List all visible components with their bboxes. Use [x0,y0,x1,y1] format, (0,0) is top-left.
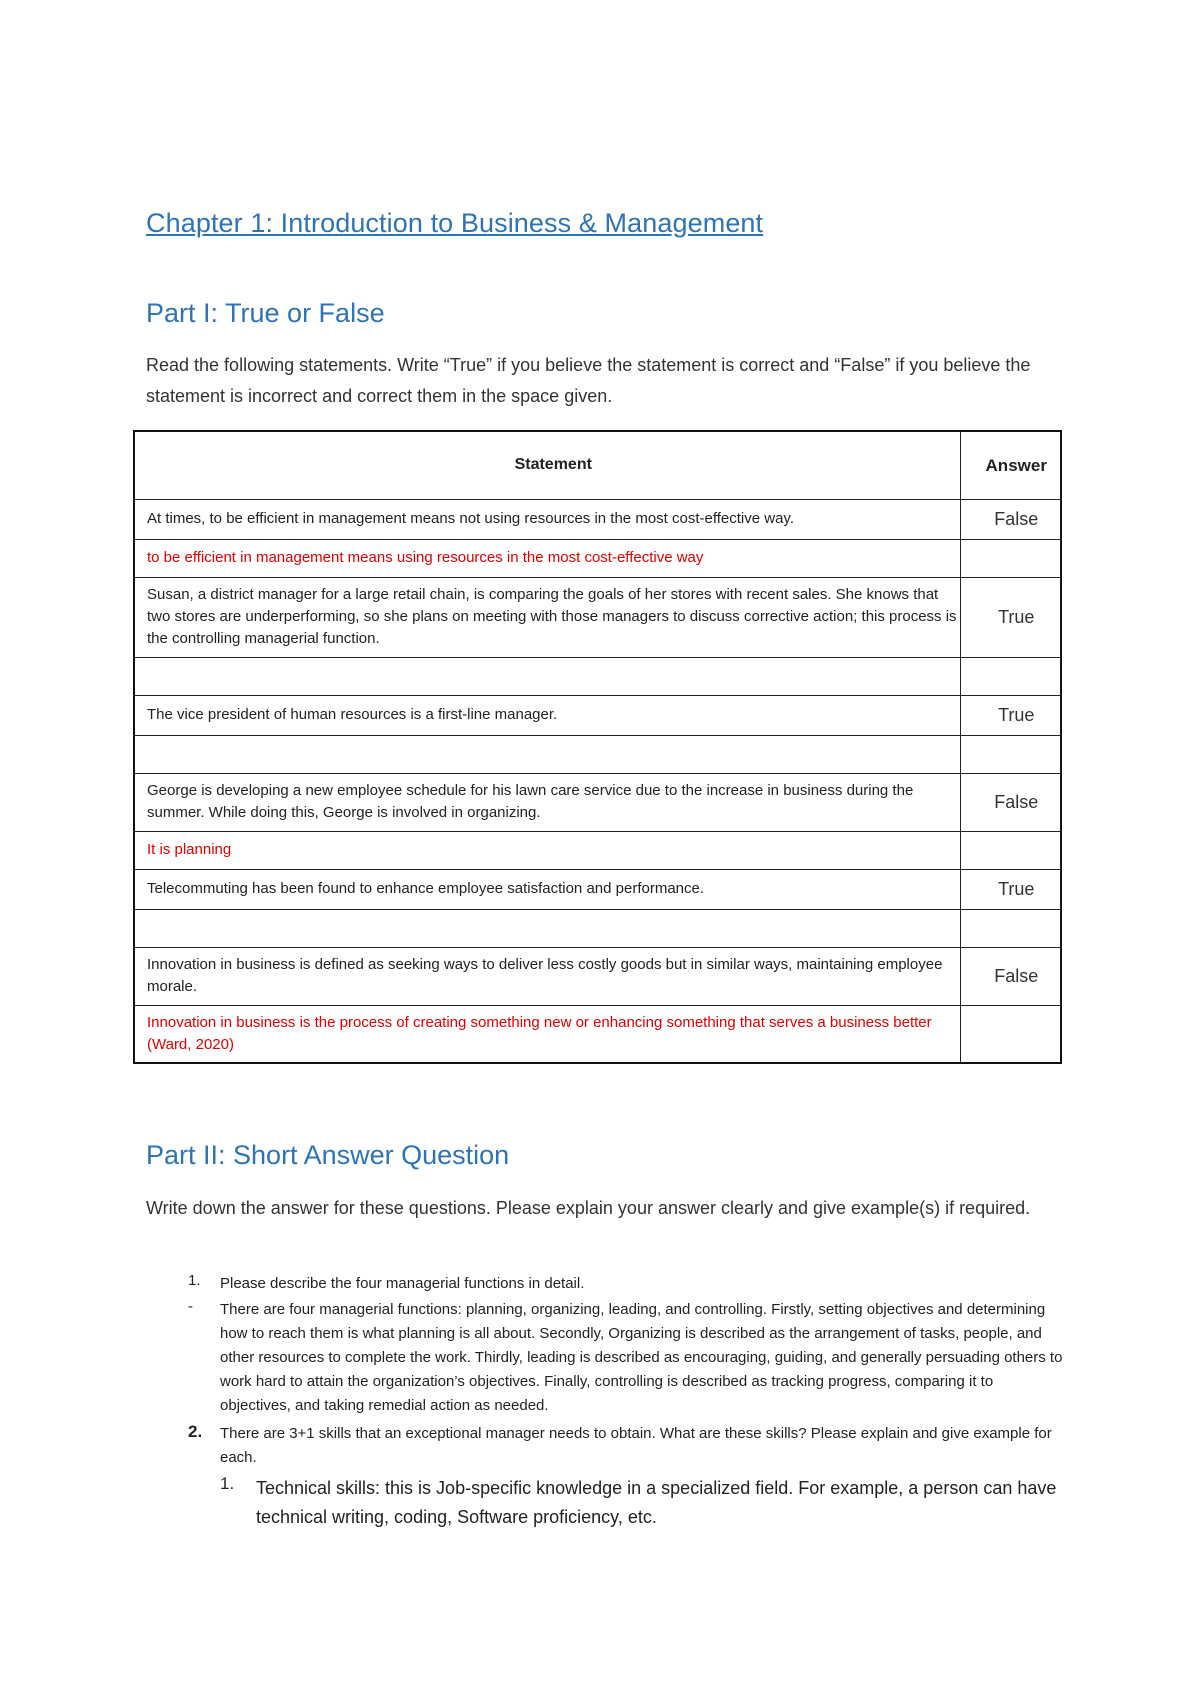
sub-answer-text: Technical skills: this is Job-specific knowledge in a specialized field. For example, a person can have technical writing, coding, Software proficiency, etc. [256,1478,1057,1527]
question-number: 2. [188,1422,203,1441]
answer-cell[interactable]: True [960,695,1061,735]
table-row [134,577,1061,657]
sub-answer-1 [146,1474,1066,1532]
part2-title: Part II: Short Answer Question [146,1140,510,1170]
table-row [134,657,1061,695]
table-row [134,773,1061,831]
answer-cell[interactable]: True [960,869,1061,909]
question-text: There are 3+1 skills that an exceptional manager needs to obtain. What are these skills? Please explain and give example for each. [220,1425,1052,1466]
question-2 [146,1422,1066,1470]
true-false-table [133,430,1062,1064]
sub-answer-number: 1. [220,1474,235,1493]
answer-cell[interactable]: False [960,947,1061,1005]
correction-cell[interactable]: It is planning [134,831,960,869]
statement-cell: Innovation in business is defined as seeking ways to deliver less costly goods but in similar ways, maintaining employee morale. [134,947,960,1005]
question-text: Please describe the four managerial functions in detail. [220,1275,585,1292]
part2-intro: Write down the answer for these questions. Please explain your answer clearly and give example(s) if required. [146,1198,1031,1218]
correction-cell[interactable] [134,657,960,695]
statement-cell: Telecommuting has been found to enhance employee satisfaction and performance. [134,869,960,909]
answer-cell[interactable] [960,657,1061,695]
answer-cell[interactable] [960,909,1061,947]
answer-bullet: - [188,1298,193,1315]
correction-cell[interactable] [134,909,960,947]
question-1 [146,1272,1066,1296]
table-header-row [134,431,1061,499]
table-row [134,539,1061,577]
answer-cell[interactable]: True [960,577,1061,657]
correction-cell[interactable]: to be efficient in management means using resources in the most cost-effective way [134,539,960,577]
answer-cell[interactable]: False [960,773,1061,831]
table-row [134,831,1061,869]
correction-cell[interactable]: Innovation in business is the process of creating something new or enhancing something that serves a business better (Ward, 2020) [134,1005,960,1063]
table-row [134,499,1061,539]
answer-1 [146,1298,1066,1418]
table-row [134,869,1061,909]
question-list [146,1272,1066,1532]
chapter-title: Chapter 1: Introduction to Business & Management [146,208,764,238]
answer-header: Answer [960,431,1061,499]
table-row [134,1005,1061,1063]
question-number: 1. [188,1272,201,1289]
statement-cell: George is developing a new employee schedule for his lawn care service due to the increase in business during the summer. While doing this, George is involved in organizing. [134,773,960,831]
table-row [134,909,1061,947]
table-row [134,695,1061,735]
answer-cell[interactable] [960,539,1061,577]
table-row [134,947,1061,1005]
answer-cell[interactable]: False [960,499,1061,539]
statement-cell: The vice president of human resources is a first-line manager. [134,695,960,735]
answer-cell[interactable] [960,831,1061,869]
part1-intro: Read the following statements. Write “True” if you believe the statement is correct and “False” if you believe the statement is incorrect and correct them in the space given. [146,355,1031,406]
statement-cell: Susan, a district manager for a large retail chain, is comparing the goals of her stores with recent sales. She knows that two stores are underperforming, so she plans on meeting with those managers to discuss corrective action; this process is the controlling managerial function. [134,577,960,657]
table-row [134,735,1061,773]
statement-cell: At times, to be efficient in management means not using resources in the most cost-effective way. [134,499,960,539]
answer-cell[interactable] [960,735,1061,773]
answer-text: There are four managerial functions: planning, organizing, leading, and controlling. Firstly, setting objectives and determining how to reach them is what planning is all about. Secondly, Organizing is described as the arrangement of tasks, people, and other resources to complete the work. Thirdly, leading is described as encouraging, guiding, and generally persuading others to work hard to attain the organization’s objectives. Finally, controlling is described as tracking progress, comparing it to objectives, and taking remedial action as needed. [220,1301,1063,1414]
correction-cell[interactable] [134,735,960,773]
statement-header: Statement [134,431,960,499]
answer-cell[interactable] [960,1005,1061,1063]
part1-title: Part I: True or False [146,298,385,328]
